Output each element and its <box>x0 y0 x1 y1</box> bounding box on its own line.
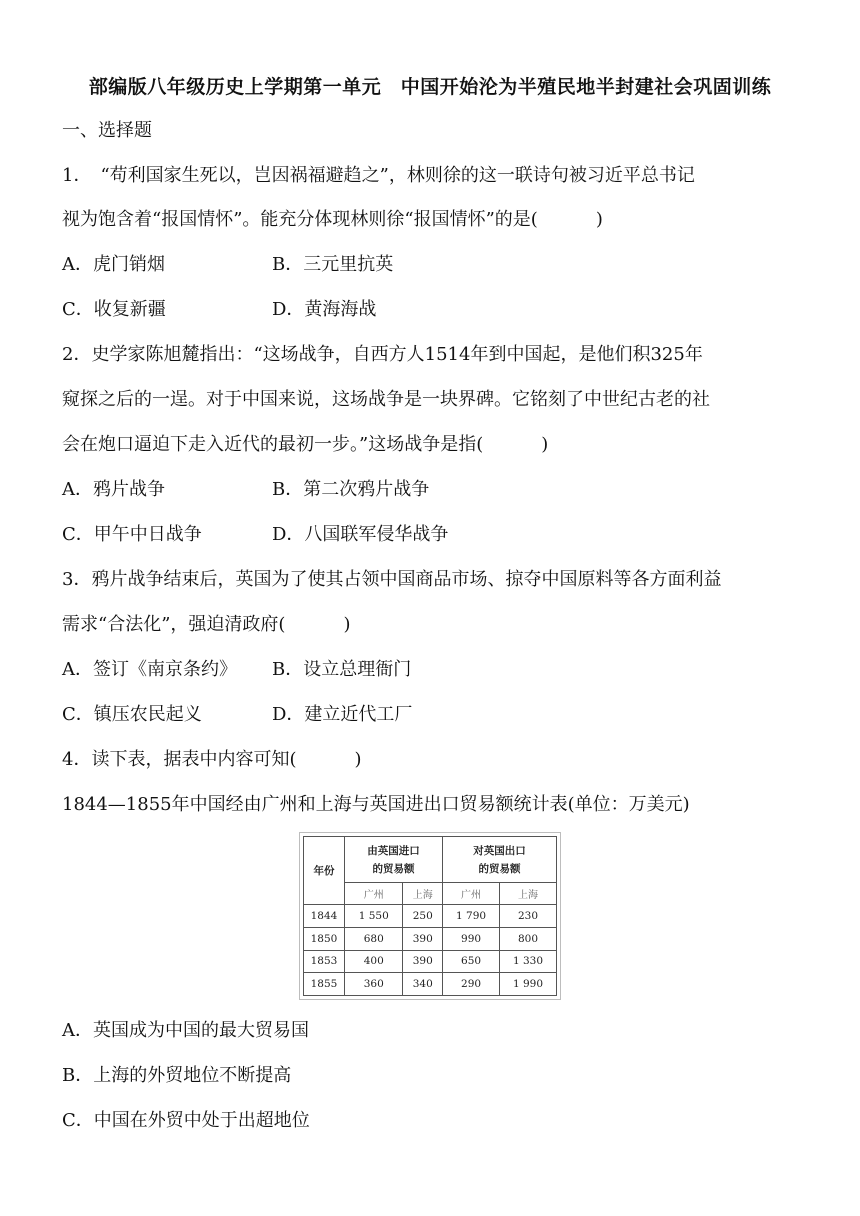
q1-option-d[interactable]: D．黄海海战 <box>272 299 377 320</box>
q3-stem-line1: 3．鸦片战争结束后，英国为了使其占领中国商品市场、掠夺中国原料等各方面利益 <box>62 569 722 590</box>
table-cell: 1 790 <box>443 905 500 928</box>
q2-stem-line2: 窥探之后的一逞。对于中国来说，这场战争是一块界碑。它铭刻了中世纪古老的社 <box>62 389 710 410</box>
table-subheader: 广州 <box>345 883 403 905</box>
section-heading: 一、选择题 <box>62 120 152 141</box>
table-cell: 1 550 <box>345 905 403 928</box>
q3-option-d[interactable]: D．建立近代工厂 <box>272 704 413 725</box>
table-cell: 1 990 <box>500 973 557 996</box>
table-cell: 230 <box>500 905 557 928</box>
q4-stem-line1: 4．读下表，据表中内容可知( ) <box>62 749 362 770</box>
table-row <box>304 973 557 996</box>
table-cell: 1855 <box>304 973 345 996</box>
table-cell: 990 <box>443 927 500 950</box>
table-cell: 1844 <box>304 905 345 928</box>
table-cell: 360 <box>345 973 403 996</box>
table-row <box>304 905 557 928</box>
table-cell: 390 <box>403 950 443 973</box>
q3-stem-line2: 需求“合法化”，强迫清政府( ) <box>62 614 351 635</box>
trade-table <box>303 836 557 996</box>
table-header-year: 年份 <box>304 837 345 905</box>
q1-stem-line1: 1． “苟利国家生死以，岂因祸福避趋之”，林则徐的这一联诗句被习近平总书记 <box>62 165 695 186</box>
table-cell: 1853 <box>304 950 345 973</box>
q1-options-row2 <box>62 298 376 322</box>
q2-option-b[interactable]: B．第二次鸦片战争 <box>272 479 430 500</box>
table-cell: 340 <box>403 973 443 996</box>
table-cell: 800 <box>500 927 557 950</box>
table-cell: 1850 <box>304 927 345 950</box>
table-caption: 1844—1855年中国经由广州和上海与英国进出口贸易额统计表(单位：万美元) <box>62 794 690 815</box>
q1-option-c[interactable]: C．收复新疆 <box>62 299 166 320</box>
table-cell: 390 <box>403 927 443 950</box>
q1-stem-line2: 视为饱含着“报国情怀”。能充分体现林则徐“报国情怀”的是( ) <box>62 209 603 230</box>
q1-option-b[interactable]: B．三元里抗英 <box>272 254 394 275</box>
q3-option-b[interactable]: B．设立总理衙门 <box>272 659 412 680</box>
table-header-import: 由英国进口 的贸易额 <box>345 837 443 883</box>
table-cell: 680 <box>345 927 403 950</box>
table-header-export: 对英国出口 的贸易额 <box>443 837 557 883</box>
table-cell: 290 <box>443 973 500 996</box>
q1-options-row1 <box>62 253 393 277</box>
q3-options-row2 <box>62 703 412 727</box>
q2-options-row2 <box>62 523 448 547</box>
q3-options-row1 <box>62 658 411 682</box>
page-title: 部编版八年级历史上学期第一单元 中国开始沦为半殖民地半封建社会巩固训练 <box>88 76 772 98</box>
table-cell: 1 330 <box>500 950 557 973</box>
table-row <box>304 950 557 973</box>
table-subheader: 上海 <box>500 883 557 905</box>
q3-option-c[interactable]: C．镇压农民起义 <box>62 704 202 725</box>
q4-option-c[interactable]: C．中国在外贸中处于出超地位 <box>62 1110 310 1131</box>
q2-stem-line3: 会在炮口逼迫下走入近代的最初一步。”这场战争是指( ) <box>62 434 549 455</box>
q4-option-a[interactable]: A．英国成为中国的最大贸易国 <box>62 1020 309 1041</box>
q2-option-a[interactable]: A．鸦片战争 <box>62 479 165 500</box>
table-cell: 650 <box>443 950 500 973</box>
table-subheader: 上海 <box>403 883 443 905</box>
q1-option-a[interactable]: A．虎门销烟 <box>62 254 165 275</box>
q2-options-row1 <box>62 478 429 502</box>
table-subheader: 广州 <box>443 883 500 905</box>
table-cell: 400 <box>345 950 403 973</box>
q3-option-a[interactable]: A．签订《南京条约》 <box>62 659 237 680</box>
q2-option-d[interactable]: D．八国联军侵华战争 <box>272 524 449 545</box>
trade-table-image <box>299 832 561 1000</box>
q4-option-b[interactable]: B．上海的外贸地位不断提高 <box>62 1065 292 1086</box>
table-row <box>304 927 557 950</box>
q2-option-c[interactable]: C．甲午中日战争 <box>62 524 202 545</box>
q2-stem-line1: 2．史学家陈旭麓指出：“这场战争，自西方人1514年到中国起，是他们积325年 <box>62 344 703 365</box>
table-cell: 250 <box>403 905 443 928</box>
